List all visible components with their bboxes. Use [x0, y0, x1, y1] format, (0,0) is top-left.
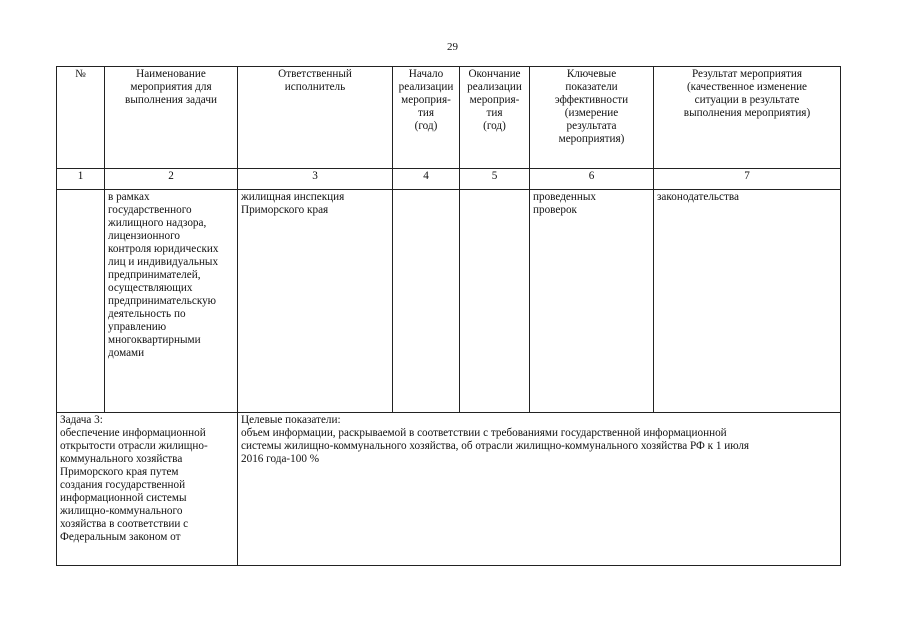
header-responsible: Ответственный исполнитель	[238, 67, 393, 169]
measures-table	[56, 66, 841, 566]
header-start-year: Начало реализации мероприя- тия (год)	[393, 67, 460, 169]
column-number: 7	[654, 169, 841, 190]
column-number: 2	[105, 169, 238, 190]
header-result: Результат мероприятия (качественное изменение ситуации в результате выполнения мероприятия)	[654, 67, 841, 169]
header-end-year: Окончание реализации мероприя- тия (год)	[460, 67, 530, 169]
result-cell: законодательства	[654, 190, 841, 413]
task-row	[57, 413, 841, 566]
key-indicators-cell: проведенных проверок	[530, 190, 654, 413]
task-target-indicators: Целевые показатели: объем информации, раскрываемой в соответствии с требованиями государственной информационной системы жилищно-коммунального хозяйства, об отрасли жилищно-коммунального хозяйства РФ к 1 июля 2016 года-100 %	[238, 413, 841, 566]
responsible-cell: жилищная инспекция Приморского края	[238, 190, 393, 413]
row-number-cell	[57, 190, 105, 413]
header-measure-name: Наименование мероприятия для выполнения задачи	[105, 67, 238, 169]
table-row	[57, 190, 841, 413]
header-key-indicators: Ключевые показатели эффективности (измерение результата мероприятия)	[530, 67, 654, 169]
header-row	[57, 67, 841, 169]
column-number: 5	[460, 169, 530, 190]
task-description: Задача 3: обеспечение информационной открытости отрасли жилищно- коммунального хозяйства Приморского края путем создания государственной информационной системы жилищно-коммунального хозяйства в соответствии с Федеральным законом от	[57, 413, 238, 566]
column-number: 1	[57, 169, 105, 190]
column-number: 6	[530, 169, 654, 190]
column-number-row	[57, 169, 841, 190]
start-year-cell	[393, 190, 460, 413]
column-number: 4	[393, 169, 460, 190]
page-number: 29	[447, 41, 458, 53]
end-year-cell	[460, 190, 530, 413]
measure-name-cell: в рамках государственного жилищного надзора, лицензионного контроля юридических лиц и индивидуальных предпринимателей, осуществляющих предпринимательскую деятельность по управлению многоквартирными домами	[105, 190, 238, 413]
header-number: №	[57, 67, 105, 169]
column-number: 3	[238, 169, 393, 190]
